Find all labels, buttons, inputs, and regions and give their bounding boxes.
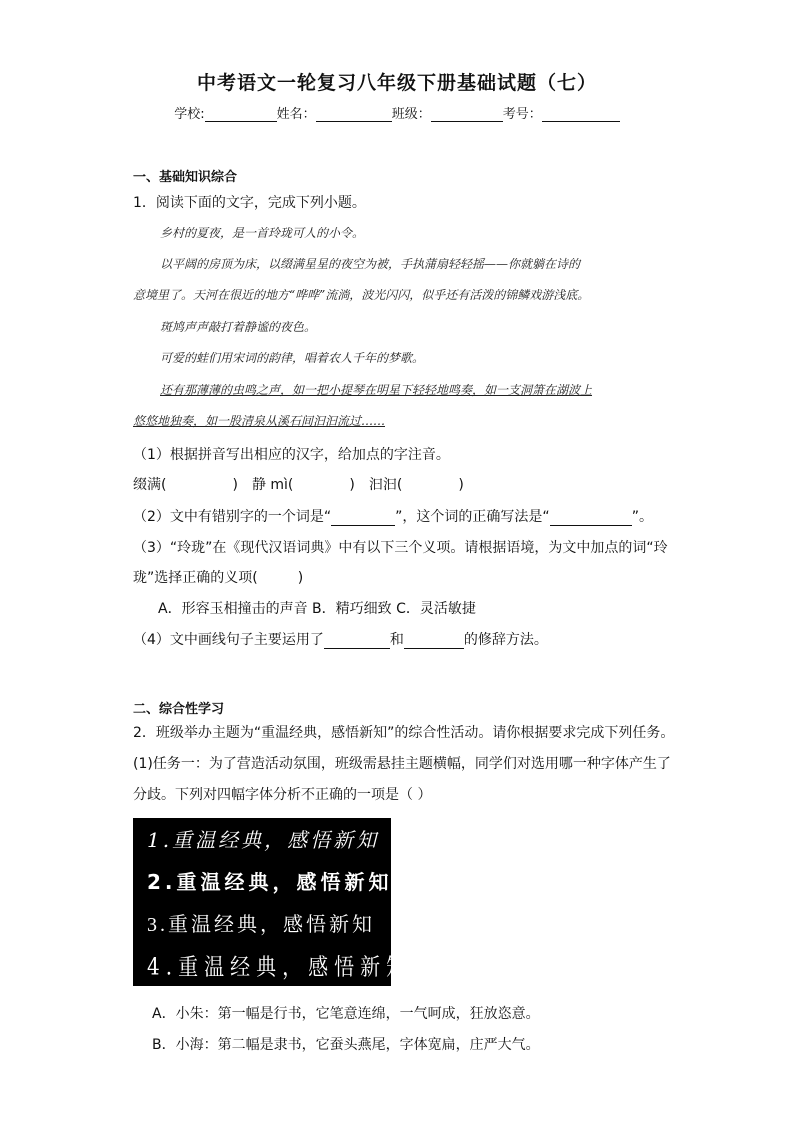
passage-line-7: 悠悠地独奏，如一股清泉从溪石间汩汩流过…… — [133, 414, 386, 428]
font-sample-image — [133, 818, 413, 986]
passage-line-4: 斑鸠声声敲打着静谧的夜色。 — [160, 320, 317, 334]
option-b[interactable]: B．小海：第二幅是隶书，它蚕头燕尾，字体宽扁，庄严大气。 — [152, 1037, 540, 1053]
task1-line2: 分歧。下列对四幅字体分析不正确的一项是（ ） — [133, 787, 432, 803]
rhetoric-blank-2[interactable] — [404, 634, 464, 649]
font-sample-1: 1.重温经典，感悟新知 — [147, 828, 380, 852]
sub-question-1: （1）根据拼音写出相应的汉字，给加点的字注音。 — [133, 447, 450, 463]
student-info-line — [0, 103, 794, 122]
item-mi-open: 静 mì( — [251, 477, 294, 493]
class-blank[interactable] — [431, 107, 503, 122]
sub4-text-c: 的修辞方法。 — [463, 632, 548, 648]
item-zhui-close: ) — [232, 477, 238, 493]
rhetoric-blank-1[interactable] — [324, 634, 390, 649]
sub-question-3-line2 — [133, 567, 303, 587]
class-label: 班级： — [391, 107, 431, 122]
option-a[interactable]: A．小朱：第一幅是行书，它笔意连绵，一气呵成，狂放恣意。 — [152, 1006, 540, 1022]
item-mi-close: ) — [349, 477, 355, 493]
name-label: 姓名： — [276, 107, 316, 122]
passage-line-6: 还有那薄薄的虫鸣之声，如一把小提琴在明星下轻轻地鸣奏，如一支洞箫在湖波上 — [160, 383, 593, 397]
font-sample-3: 3.重温经典，感悟新知 — [147, 914, 375, 936]
sub-question-1-items — [133, 474, 464, 494]
task1-line1: (1)任务一：为了营造活动氛围，班级需悬挂主题横幅，同学们对选用哪一种字体产生了 — [133, 756, 671, 772]
sub-question-2 — [133, 506, 653, 526]
q1-stem: 1．阅读下面的文字，完成下列小题。 — [133, 195, 366, 211]
section2-heading: 二、综合性学习 — [133, 702, 225, 717]
name-blank[interactable] — [316, 107, 392, 122]
font-sample-4: 4.重温经典，感悟新知 — [147, 952, 413, 981]
number-blank[interactable] — [542, 107, 620, 122]
sub3-text-b: 珑”选择正确的义项( — [133, 570, 258, 586]
item-zhui-open: 缀满( — [133, 477, 167, 493]
sub4-text-b: 和 — [389, 632, 404, 648]
font-sample-2: 2.重温经典，感悟新知 — [147, 870, 393, 894]
number-label: 考号： — [502, 107, 542, 122]
passage-line-1: 乡村的夏夜，是一首玲珑可人的小令。 — [160, 226, 365, 240]
sub-question-3-line1: （3）“玲珑”在《现代汉语词典》中有以下三个义项。请根据语境，为文中加点的词“玲 — [133, 540, 668, 556]
passage-line-3: 意境里了。天河在很近的地方“哗哗”流淌，波光闪闪，似乎还有活泼的锦鳞戏游浅底。 — [133, 288, 590, 302]
page-title: 中考语文一轮复习八年级下册基础试题（七） — [196, 72, 597, 94]
sub2-text-b: ”，这个词的正确写法是“ — [395, 509, 550, 525]
sub-question-3-options: A．形容玉相撞击的声音 B．精巧细致 C．灵活敏捷 — [158, 601, 476, 617]
school-blank[interactable] — [205, 107, 277, 122]
item-gu-open: 汩汩( — [368, 477, 403, 493]
passage-line-5: 可爱的蛙们用宋词的韵律，唱着农人千年的梦歌。 — [160, 351, 425, 365]
sub2-text-c: ”。 — [631, 509, 653, 525]
passage-line-2: 以平阔的房顶为床，以缀满星星的夜空为被，手执蒲扇轻轻摇——你就躺在诗的 — [160, 257, 581, 271]
sub3-text-c: ) — [297, 570, 304, 586]
sub2-text-a: （2）文中有错别字的一个词是“ — [133, 509, 332, 525]
correct-word-blank[interactable] — [550, 511, 632, 526]
section1-heading: 一、基础知识综合 — [133, 170, 238, 185]
sub4-text-a: （4）文中画线句子主要运用了 — [133, 632, 324, 648]
item-gu-close: ) — [458, 477, 464, 493]
wrong-word-blank[interactable] — [331, 511, 395, 526]
q2-stem: 2．班级举办主题为“重温经典，感悟新知”的综合性活动。请你根据要求完成下列任务。 — [133, 725, 675, 741]
sub-question-4 — [133, 629, 548, 649]
school-label: 学校: — [174, 107, 205, 122]
